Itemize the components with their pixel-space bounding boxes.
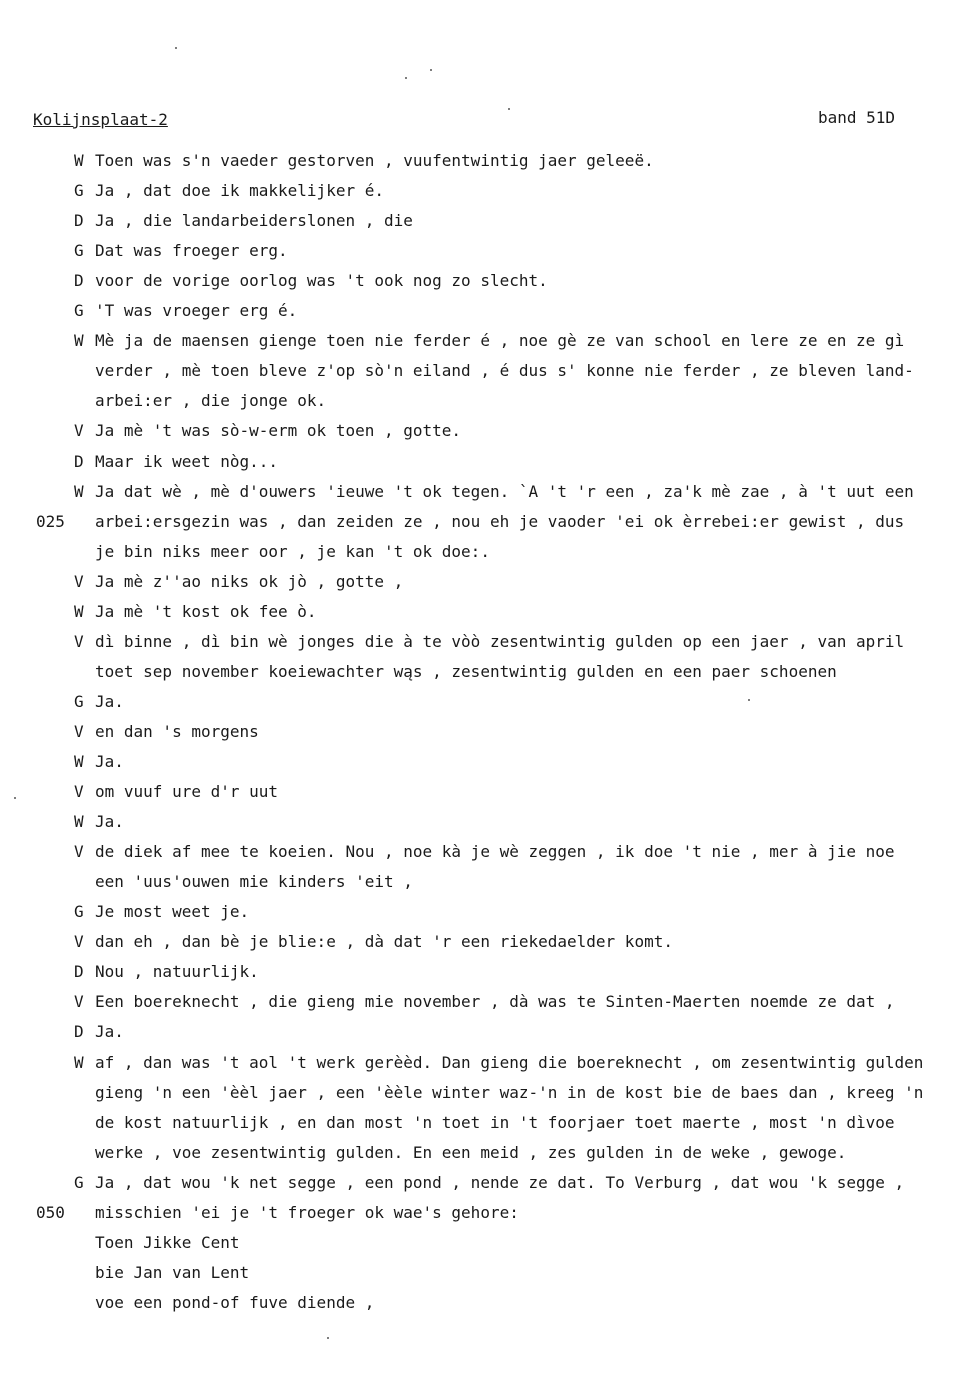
speaker-label: V — [74, 721, 84, 741]
line-counter: 050 — [36, 1202, 65, 1222]
utterance-text: om vuuf ure d'r uut — [95, 782, 279, 802]
speaker-label: D — [74, 271, 84, 291]
transcript-line — [0, 1202, 979, 1224]
speaker-label: W — [74, 481, 84, 501]
utterance-text: Toen was s'n vaeder gestorven , vuufentwintig jaer geleeë. — [95, 151, 654, 170]
transcript-line — [0, 841, 979, 863]
speaker-label: W — [74, 752, 84, 771]
scan-speck — [748, 699, 750, 701]
speaker-label: D — [74, 962, 84, 982]
utterance-text: misschien 'ei je 't froeger ok wae's gehore: — [95, 1202, 519, 1222]
utterance-text: Toen Jikke Cent — [95, 1232, 240, 1252]
transcript-line — [0, 721, 979, 743]
transcript-line — [0, 961, 979, 983]
utterance-text: Dat was froeger erg. — [95, 241, 288, 261]
speaker-label: V — [74, 421, 84, 441]
speaker-label: V — [74, 842, 84, 862]
utterance-text: voe een pond-of fuve diende , — [95, 1292, 375, 1312]
transcript-line — [0, 1082, 979, 1104]
speaker-label: G — [74, 181, 84, 201]
utterance-text: Ja. — [95, 691, 124, 711]
speaker-label: W — [74, 601, 84, 621]
speaker-label: W — [74, 1052, 84, 1072]
utterance-text: Ja. — [95, 812, 124, 832]
transcript-line — [0, 210, 979, 232]
utterance-text: werke , voe zesentwintig gulden. En een meid , zes gulden in de weke , gewoge. — [95, 1142, 847, 1162]
speaker-label: G — [74, 1172, 84, 1192]
scan-speck — [405, 77, 407, 79]
transcript-line — [0, 811, 979, 833]
scan-speck — [327, 1337, 329, 1339]
utterance-text: Ja , dat doe ik makkelijker é. — [95, 181, 384, 201]
scan-speck — [175, 47, 177, 49]
transcript-line — [0, 240, 979, 262]
transcript-line — [0, 300, 979, 322]
speaker-label: D — [74, 1022, 84, 1042]
transcript-line — [0, 270, 979, 292]
utterance-text: Ja mè 't kost ok fee ò. — [95, 601, 317, 621]
utterance-text: Ja , die landarbeiderslonen , die — [95, 211, 413, 231]
transcript-line — [0, 991, 979, 1013]
utterance-text: bie Jan van Lent — [95, 1262, 250, 1282]
speaker-label: V — [74, 571, 84, 591]
utterance-text: je bin niks meer oor , je kan 't ok doe:. — [95, 541, 490, 561]
utterance-text: Ja , dat wou 'k net segge , een pond , nende ze dat. To Verburg , dat wou 'k segge , — [95, 1172, 905, 1192]
speaker-label: V — [74, 631, 84, 651]
utterance-text: 'T was vroeger erg é. — [95, 301, 298, 321]
utterance-text: Je most weet je. — [95, 902, 250, 922]
transcript-line — [0, 330, 979, 352]
utterance-text: verder , mè toen bleve z'op sò'n eiland , é dus s' konne nie ferder , ze bleven land- — [95, 361, 914, 381]
scan-speck — [508, 108, 510, 110]
speaker-label: V — [74, 932, 84, 952]
utterance-text: Maar ik weet nòg... — [95, 451, 279, 471]
band-label: band 51D — [818, 108, 896, 127]
transcript-line — [0, 511, 979, 533]
transcript-line — [0, 541, 979, 563]
transcript-line — [0, 1142, 979, 1164]
transcript-line — [0, 451, 979, 473]
utterance-text: Ja mè z''ao niks ok jò , gotte , — [95, 571, 404, 591]
transcript-line — [0, 481, 979, 503]
transcript-line — [0, 1232, 979, 1254]
speaker-label: D — [74, 451, 84, 471]
utterance-text: toet sep november koeiewachter wąs , zesentwintig gulden en een paer schoenen — [95, 661, 837, 681]
utterance-text: af , dan was 't aol 't werk gerèèd. Dan gieng die boereknecht , om zesentwintig gulden — [95, 1052, 924, 1072]
transcript-line — [0, 180, 979, 202]
utterance-text: Ja. — [95, 1022, 124, 1042]
scan-speck — [14, 797, 16, 799]
utterance-text: Mè ja de maensen gienge toen nie ferder é , noe gè ze van school en lere ze en ze gì — [95, 331, 905, 351]
line-counter: 025 — [36, 511, 65, 531]
utterance-text: een 'uus'ouwen mie kinders 'eit , — [95, 872, 413, 892]
utterance-text: arbei:er , die jonge ok. — [95, 391, 327, 411]
transcript-line — [0, 781, 979, 803]
transcript-line — [0, 390, 979, 412]
speaker-label: D — [74, 211, 84, 231]
utterance-text: voor de vorige oorlog was 't ook nog zo slecht. — [95, 271, 548, 291]
transcript-line — [0, 1052, 979, 1074]
utterance-text: Ja mè 't was sò-w-erm ok toen , gotte. — [95, 421, 462, 441]
transcript-line — [0, 751, 979, 773]
speaker-label: G — [74, 902, 84, 922]
speaker-label: V — [74, 992, 84, 1012]
transcript-line — [0, 631, 979, 653]
transcript-line — [0, 601, 979, 623]
utterance-text: dan eh , dan bè je blie:e , dà dat 'r een riekedaelder komt. — [95, 932, 673, 952]
utterance-text: Nou , natuurlijk. — [95, 962, 259, 982]
transcript-line — [0, 1172, 979, 1194]
utterance-text: Een boereknecht , die gieng mie november , dà was te Sinten-Maerten noemde ze dat , — [95, 992, 895, 1012]
transcript-line — [0, 1262, 979, 1284]
speaker-label: W — [74, 812, 84, 832]
transcript-line — [0, 420, 979, 442]
transcript-line — [0, 931, 979, 953]
speaker-label: G — [74, 691, 84, 711]
scan-speck — [430, 69, 432, 71]
transcript-line — [0, 571, 979, 593]
utterance-text: Ja dat wè , mè d'ouwers 'ieuwe 't ok tegen. `A 't 'r een , za'k mè zae , à 't uut een — [95, 481, 914, 501]
transcript-line — [0, 661, 979, 683]
transcript-line — [0, 1292, 979, 1314]
transcript-line — [0, 150, 979, 172]
transcript-line — [0, 691, 979, 713]
speaker-label: V — [74, 782, 84, 802]
utterance-text: Ja. — [95, 752, 124, 771]
speaker-label: G — [74, 301, 84, 321]
transcript-line — [0, 871, 979, 893]
utterance-text: dì binne , dì bin wè jonges die à te vòò zesentwintig gulden op een jaer , van april — [95, 631, 905, 651]
transcript-line — [0, 1112, 979, 1134]
document-title: Kolijnsplaat-2 — [33, 110, 168, 129]
utterance-text: de diek af mee te koeien. Nou , noe kà je wè zeggen , ik doe 't nie , mer à jie noe — [95, 842, 895, 862]
transcript-line — [0, 360, 979, 382]
utterance-text: en dan 's morgens — [95, 721, 259, 741]
transcript-line — [0, 901, 979, 923]
utterance-text: arbei:ersgezin was , dan zeiden ze , nou eh je vaoder 'ei ok èrrebei:er gewist , dus — [95, 511, 905, 531]
speaker-label: G — [74, 241, 84, 261]
speaker-label: W — [74, 331, 84, 351]
speaker-label: W — [74, 151, 84, 170]
transcript-line — [0, 1021, 979, 1043]
utterance-text: gieng 'n een 'èèl jaer , een 'èèle winter waz-'n in de kost bie de baes dan , kreeg 'n — [95, 1082, 924, 1102]
utterance-text: de kost natuurlijk , en dan most 'n toet in 't foorjaer toet maerte , most 'n dìvoe — [95, 1112, 895, 1132]
